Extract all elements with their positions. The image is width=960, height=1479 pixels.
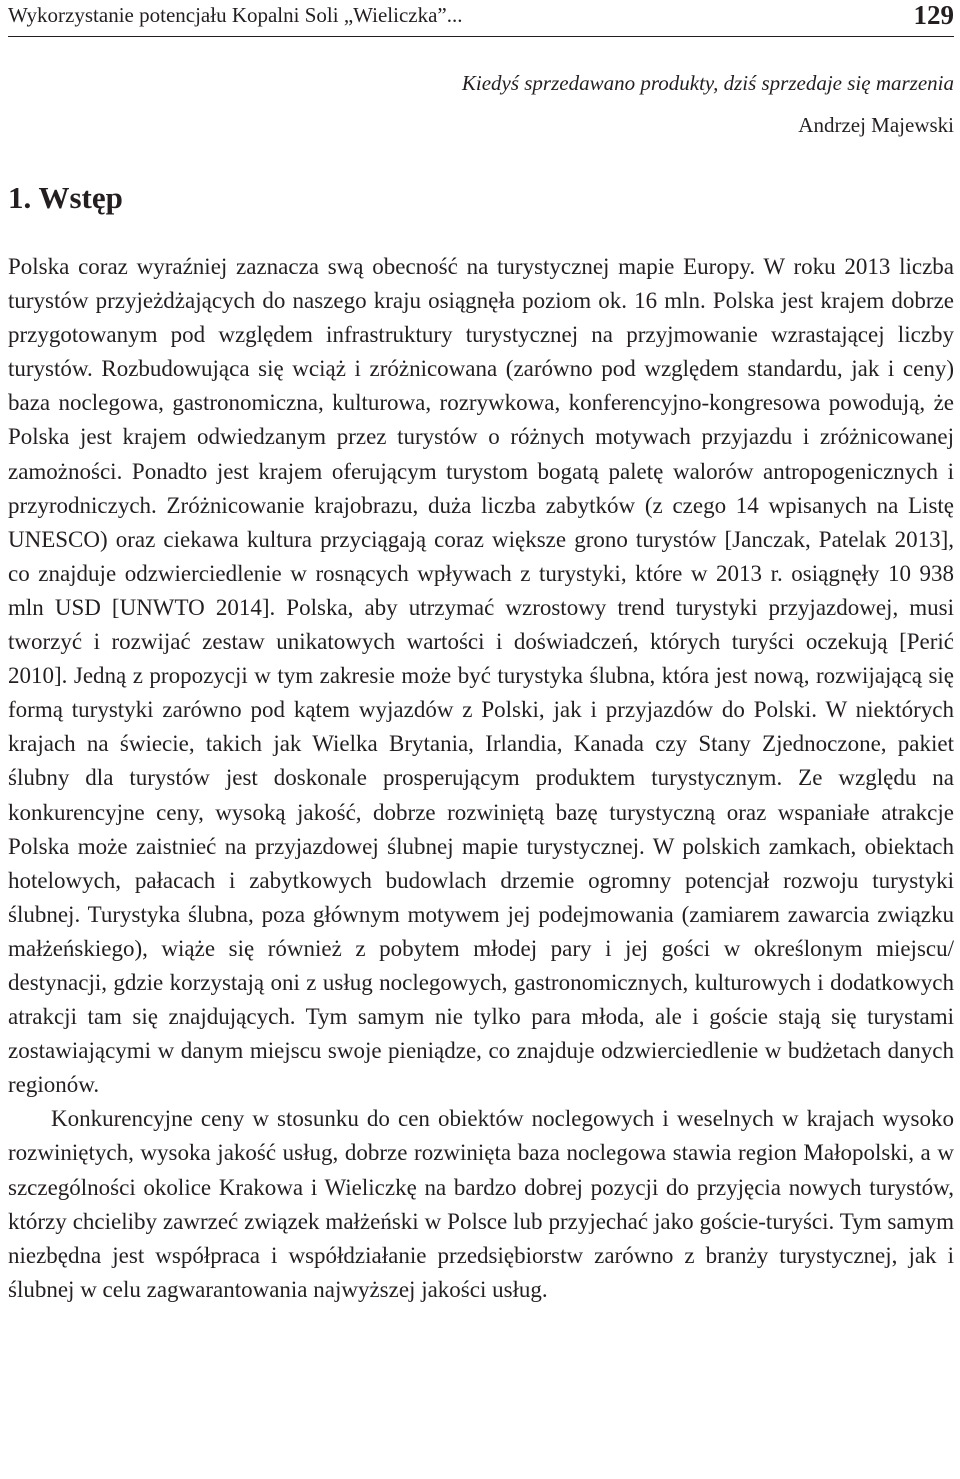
running-head-title: Wykorzystanie potencjału Kopalni Soli „Wieliczka”... bbox=[8, 3, 463, 27]
section-heading: 1. Wstęp bbox=[8, 180, 123, 215]
epigraph-quote: Kiedyś sprzedawano produkty, dziś sprzedaje się marzenia bbox=[461, 71, 954, 95]
document-page bbox=[8, 0, 954, 1479]
body-paragraph-2: Konkurencyjne ceny w stosunku do cen obiektów noclegowych i weselnych w krajach wysoko rozwiniętych, wysoka jakość usług, dobrze rozwinięta baza noclegowa stawia region Małopolski, a w szczególności okolice Krakowa i Wieliczkę na bardzo dobrej pozycji do przyjęcia nowych turystów, którzy chcieliby zawrzeć związek małżeński w Polsce lub przyjechać jako goście-turyści. Tym samym niezbędna jest współpraca i współdziałanie przedsiębiorstw zarówno z branży turystycznej, jak i ślubnej w celu zagwarantowania najwyższej jakości usług. bbox=[8, 1106, 954, 1302]
page-number: 129 bbox=[913, 0, 954, 30]
body-paragraph-1: Polska coraz wyraźniej zaznacza swą obecność na turystycznej mapie Europy. W roku 2013 liczba turystów przyjeżdżających do naszego kraju osiągnęła poziom ok. 16 mln. Polska jest krajem dobrze przygotowanym pod względem infrastruktury turystycznej na przyjmowanie wzrastającej liczby turystów. Rozbudowująca się wciąż i zróżnicowana (zarówno pod względem standardu, jak i ceny) baza noclegowa, gastronomiczna, kulturowa, rozrywkowa, konferencyjno-kongresowa powodują, że Polska jest krajem odwiedzanym przez turystów o różnych motywach przyjazdu i zróżnicowanej zamożności. Ponadto jest krajem oferującym turystom bogatą paletę walorów antropogenicznych i przyrodniczych. Zróżnicowanie krajobrazu, duża liczba zabytków (z czego 14 wpisanych na Listę UNESCO) oraz ciekawa kultura przyciągają coraz większe grono turystów [Janczak, Patelak 2013], co znajduje odzwierciedlenie w rosnących wpływach z turystyki, które w 2013 r. osiągnęły 10 938 mln USD [UNWTO 2014]. Polska, aby utrzymać wzrostowy trend turystyki przyjazdowej, musi tworzyć i rozwijać zestaw unikatowych wartości i doświadczeń, których turyści oczekują [Perić 2010]. Jedną z propozycji w tym zakresie może być turystyka ślubna, która jest nową, rozwijającą się formą turystyki zarówno pod kątem wyjazdów z Polski, jak i przyjazdów do Polski. W niektórych krajach na świecie, takich jak Wielka Brytania, Irlandia, Kanada czy Stany Zjednoczone, pakiet ślubny dla turystów jest doskonale prosperującym produktem turystycznym. Ze względu na konkurencyjne ceny, wysoką jakość, dobrze rozwiniętą bazę turystyczną oraz wspaniałe atrakcje Polska może zaistnieć na przyjazdowej ślubnej mapie turystycznej. W polskich zamkach, obiektach hotelowych, pałacach i zabytkowych budowlach drzemie ogromny potencjał rozwoju turystyki ślubnej. Turystyka ślubna, poza głównym motywem jej podejmowania (zamiarem zawarcia związku małżeńskiego), wiąże się również z pobytem młodej pary i jej gości w określonym miejscu/ destynacji, gdzie korzystają oni z usług noclegowych, gastronomicznych, kulturowych i dodatkowych atrakcji tam się znajdujących. Tym samym nie tylko para młoda, ale i goście stają się turystami zostawiającymi w danym miejscu swoje pieniądze, co znajduje odzwierciedlenie w budżetach danych regionów. bbox=[8, 254, 954, 1098]
epigraph-author: Andrzej Majewski bbox=[798, 113, 954, 137]
running-head bbox=[8, 0, 954, 37]
